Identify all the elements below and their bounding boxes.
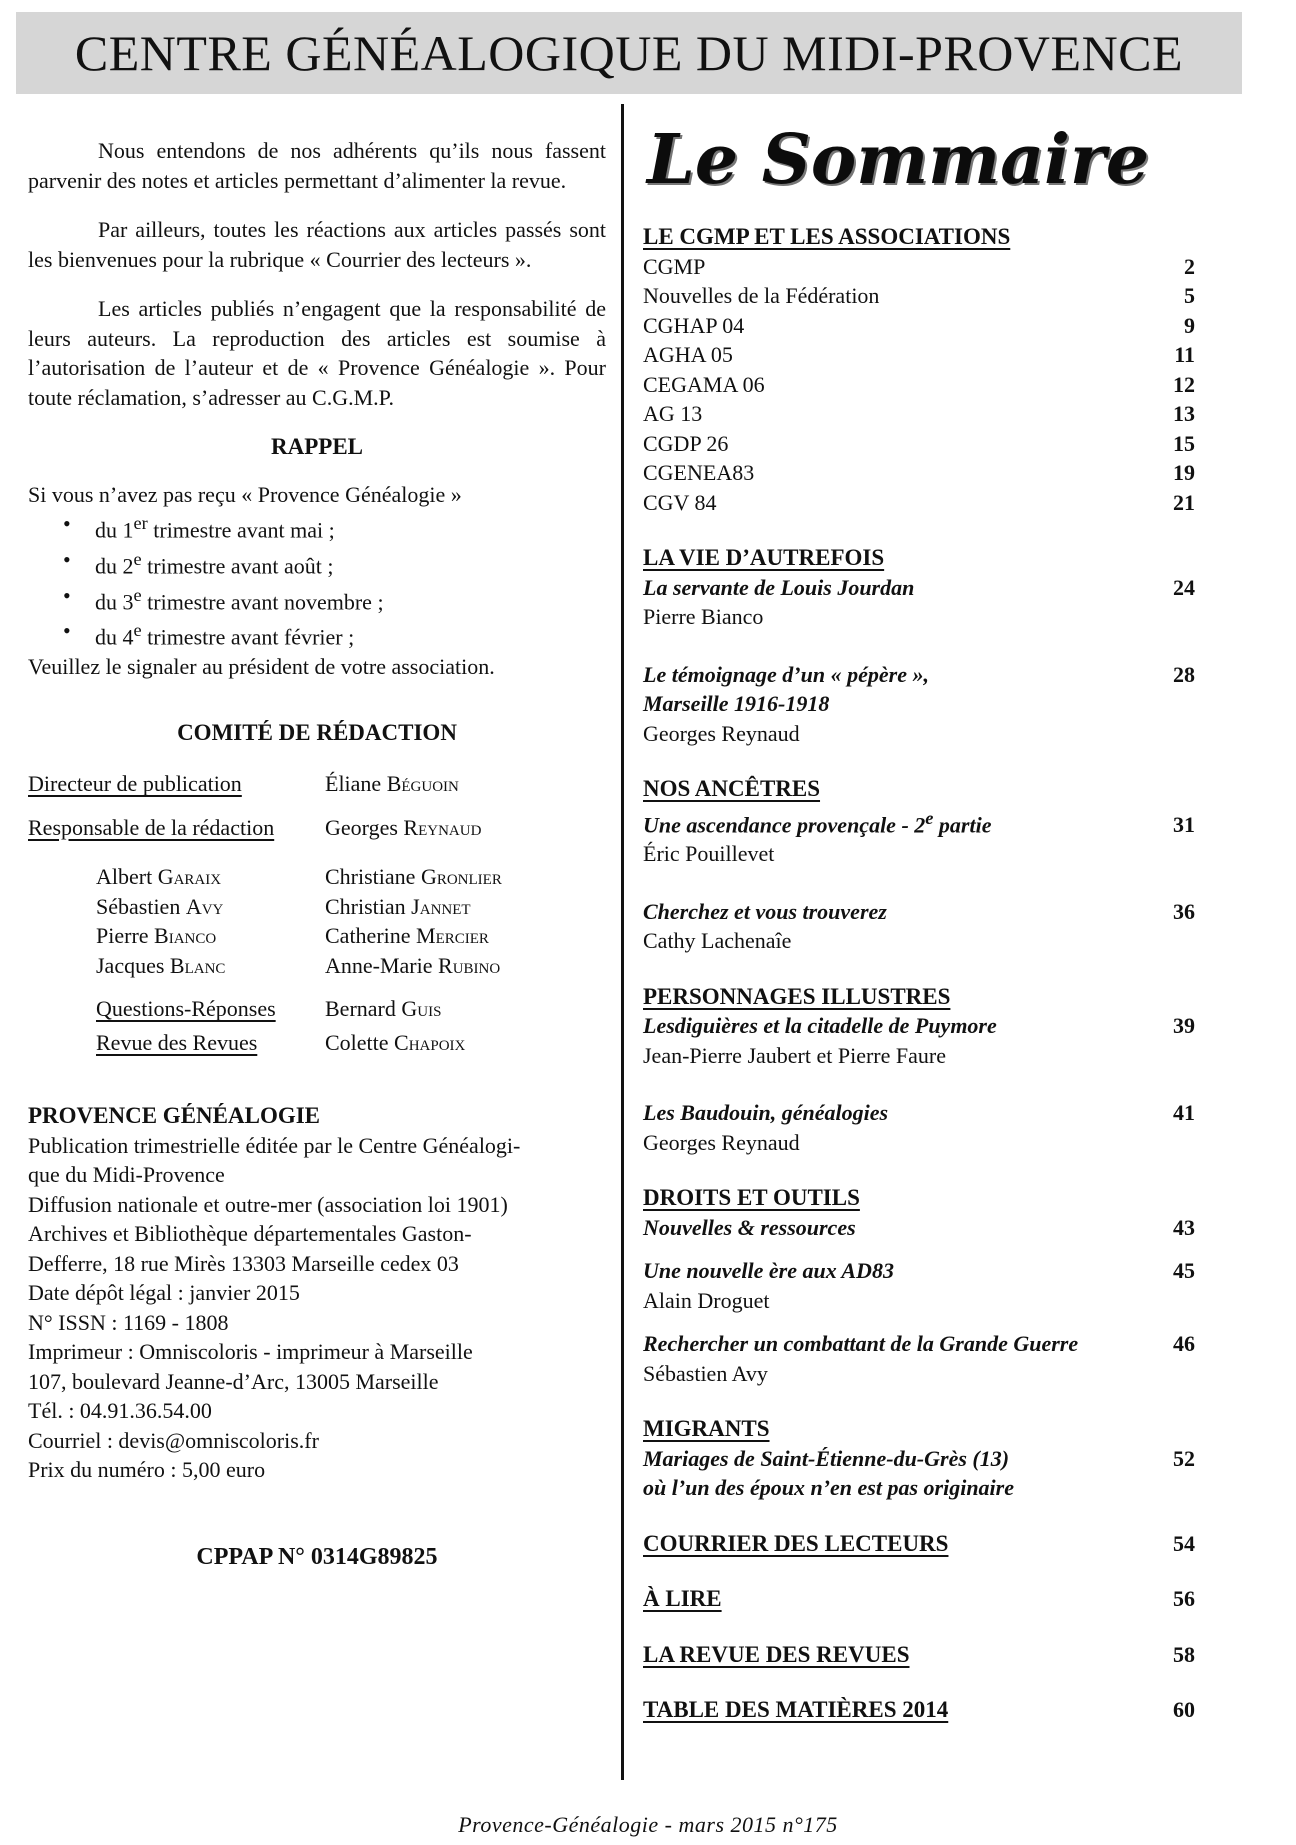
role-label-wrap — [28, 994, 325, 1024]
toc-entry: Cherchez et vous trouverez 36 — [643, 898, 1195, 924]
section-courrier: COURRIER DES LECTEURS 54 — [643, 1530, 1195, 1556]
publication-line: Defferre, 18 rue Mirès 13303 Marseille cedex 03 — [28, 1250, 459, 1276]
section-droits — [643, 1183, 1195, 1388]
toc-entry: Une nouvelle ère aux AD83 45 — [643, 1258, 1195, 1284]
page-footer: Provence-Généalogie - mars 2015 n°175 — [458, 1812, 838, 1837]
section-heading: DROITS ET OUTILS — [643, 1185, 860, 1211]
member-name: Catherine Mercier — [325, 923, 489, 949]
member-name: Colette Chapoix — [325, 1029, 466, 1055]
toc-entry: Nouvelles de la Fédération 5 — [643, 283, 1195, 308]
toc-author: Cathy Lachenaîe — [643, 928, 792, 954]
toc-author: Jean-Pierre Jaubert et Pierre Faure — [643, 1042, 946, 1068]
role-label: Directeur de publication — [28, 771, 242, 797]
toc-author: Sébastien Avy — [643, 1360, 768, 1386]
comite-row-questions — [28, 994, 606, 1024]
rappel-item: • du 2e trimestre avant août ; — [28, 545, 606, 581]
member-name: Jacques Blanc — [96, 952, 226, 978]
member-name: Sébastien Avy — [96, 893, 224, 919]
toc-entry: CGV 84 21 — [643, 489, 1195, 515]
comite-heading: COMITÉ DE RÉDACTION — [177, 719, 457, 745]
section-table: TABLE DES MATIÈRES 2014 60 — [643, 1697, 1195, 1723]
rappel-list — [28, 509, 606, 652]
member-name: Bernard Guis — [325, 996, 442, 1022]
publication-line: N° ISSN : 1169 - 1808 — [28, 1309, 229, 1335]
toc-entry: AG 13 13 — [643, 401, 1195, 426]
section-heading: LE CGMP ET LES ASSOCIATIONS — [643, 224, 1011, 249]
section-heading: MIGRANTS — [643, 1416, 770, 1442]
comite-row-revues — [28, 1028, 606, 1058]
toc-entry: CGHAP 04 9 — [643, 312, 1195, 338]
member-name: Éliane Béguoin — [325, 771, 459, 797]
toc-author: Pierre Bianco — [643, 604, 764, 629]
role-label: Responsable de la rédaction — [28, 814, 275, 840]
sommaire-column — [643, 120, 1195, 1751]
toc-entry: Nouvelles & ressources 43 — [643, 1214, 1195, 1240]
comite-member-row — [28, 892, 606, 922]
role-label: Questions-Réponses — [96, 996, 276, 1022]
toc-entry: Les Baudouin, généalogies 41 — [643, 1100, 1195, 1126]
section-heading: LA VIE D’AUTREFOIS — [643, 545, 885, 570]
masthead — [16, 12, 1242, 94]
rappel-item: • du 4e trimestre avant février ; — [28, 616, 606, 652]
column-divider — [621, 104, 624, 1780]
member-name: Christian Jannet — [325, 893, 471, 919]
left-column — [28, 136, 606, 1572]
role-label: Revue des Revues — [96, 1029, 258, 1055]
comite-member-row — [28, 921, 606, 951]
publication-line: Imprimeur : Omniscoloris - imprimeur à Marseille — [28, 1339, 473, 1365]
toc-author: Alain Droguet — [643, 1287, 770, 1313]
toc-author: Éric Pouillevet — [643, 841, 775, 867]
masthead-title: CENTRE GÉNÉALOGIQUE DU MIDI-PROVENCE — [74, 25, 1184, 81]
intro-paragraph: Par ailleurs, toutes les réactions aux articles passés sont les bienvenues pour la rubrique « Courrier des lecteurs ». — [28, 217, 606, 272]
section-personnages — [643, 982, 1195, 1158]
rappel-item: • du 3e trimestre avant novembre ; — [28, 581, 606, 617]
rappel-item: • du 1er trimestre avant mai ; — [28, 509, 606, 545]
toc-entry: CGENEA83 19 — [643, 460, 1195, 485]
rappel-outro: Veuillez le signaler au président de votre association. — [28, 654, 495, 680]
publication-line: que du Midi-Provence — [28, 1162, 225, 1188]
intro-paragraph: Nous entendons de nos adhérents qu’ils nous fassent parvenir des notes et articles permettant d’alimenter la revue. — [28, 138, 606, 193]
publication-line: 107, boulevard Jeanne-d’Arc, 13005 Marseille — [28, 1368, 439, 1394]
member-name: Pierre Bianco — [96, 923, 217, 949]
toc-title-cont: Marseille 1916-1918 — [643, 691, 830, 716]
toc-entry: La servante de Louis Jourdan 24 — [643, 574, 1195, 600]
publication-line: Date dépôt légal : janvier 2015 — [28, 1280, 300, 1306]
sommaire-title: Le Sommaire — [647, 120, 1150, 200]
toc-title-cont: où l’un des époux n’en est pas originaire — [643, 1475, 1014, 1501]
role-label-wrap — [28, 1028, 325, 1058]
comite-row-editor — [28, 813, 606, 843]
rappel-intro: Si vous n’avez pas reçu « Provence Généalogie » — [28, 481, 462, 507]
comite-row-director — [28, 769, 606, 799]
toc-entry: CEGAMA 06 12 — [643, 371, 1195, 397]
toc-entry: CGMP 2 — [643, 253, 1195, 279]
publication-heading: PROVENCE GÉNÉALOGIE — [28, 1103, 321, 1129]
toc-entry: CGDP 26 15 — [643, 430, 1195, 456]
toc-entry: AGHA 05 11 — [643, 342, 1195, 367]
toc-entry: Une ascendance provençale - 2e partie 31 — [643, 807, 1195, 837]
section-alire: À LIRE 56 — [643, 1586, 1195, 1612]
section-heading: PERSONNAGES ILLUSTRES — [643, 983, 951, 1009]
member-name: Christiane Gronlier — [325, 864, 502, 890]
member-name: Georges Reynaud — [325, 814, 482, 840]
publication-line: Archives et Bibliothèque départementales Gaston- — [28, 1221, 472, 1247]
publication-line: Prix du numéro : 5,00 euro — [28, 1457, 266, 1483]
cppap-number: CPPAP N° 0314G89825 — [196, 1543, 438, 1570]
rappel-heading: RAPPEL — [271, 434, 363, 459]
section-vie — [643, 543, 1195, 748]
toc-entry: Rechercher un combattant de la Grande Guerre 46 — [643, 1331, 1195, 1357]
member-name: Anne-Marie Rubino — [325, 952, 501, 978]
toc-author: Georges Reynaud — [643, 1129, 800, 1155]
toc-entry: Le témoignage d’un « pépère », 28 — [643, 661, 1195, 687]
toc-entry: Mariages de Saint-Étienne-du-Grès (13) 52 — [643, 1445, 1195, 1471]
toc-author: Georges Reynaud — [643, 720, 800, 746]
publication-line: Publication trimestrielle éditée par le Centre Généalogi- — [28, 1132, 521, 1158]
intro-paragraph: Les articles publiés n’engagent que la responsabilité de leurs auteurs. La reproduction des articles est soumise à l’autorisation de l’auteur et de « Provence Généalogie ». Pour toute réclamation, s’adresser au C.G.M.P. — [28, 296, 606, 410]
section-cgmp — [643, 222, 1195, 517]
comite-member-row — [28, 862, 606, 892]
publication-line: Tél. : 04.91.36.54.00 — [28, 1398, 212, 1424]
comite-member-row — [28, 951, 606, 981]
section-heading: NOS ANCÊTRES — [643, 776, 821, 801]
publication-line: Diffusion nationale et outre-mer (association loi 1901) — [28, 1191, 508, 1217]
section-ancetres — [643, 774, 1195, 956]
section-migrants — [643, 1414, 1195, 1503]
toc-entry: Lesdiguières et la citadelle de Puymore 39 — [643, 1013, 1195, 1039]
publication-line: Courriel : devis@omniscoloris.fr — [28, 1427, 319, 1453]
member-name: Albert Garaix — [96, 864, 222, 890]
section-revue: LA REVUE DES REVUES 58 — [643, 1641, 1195, 1667]
